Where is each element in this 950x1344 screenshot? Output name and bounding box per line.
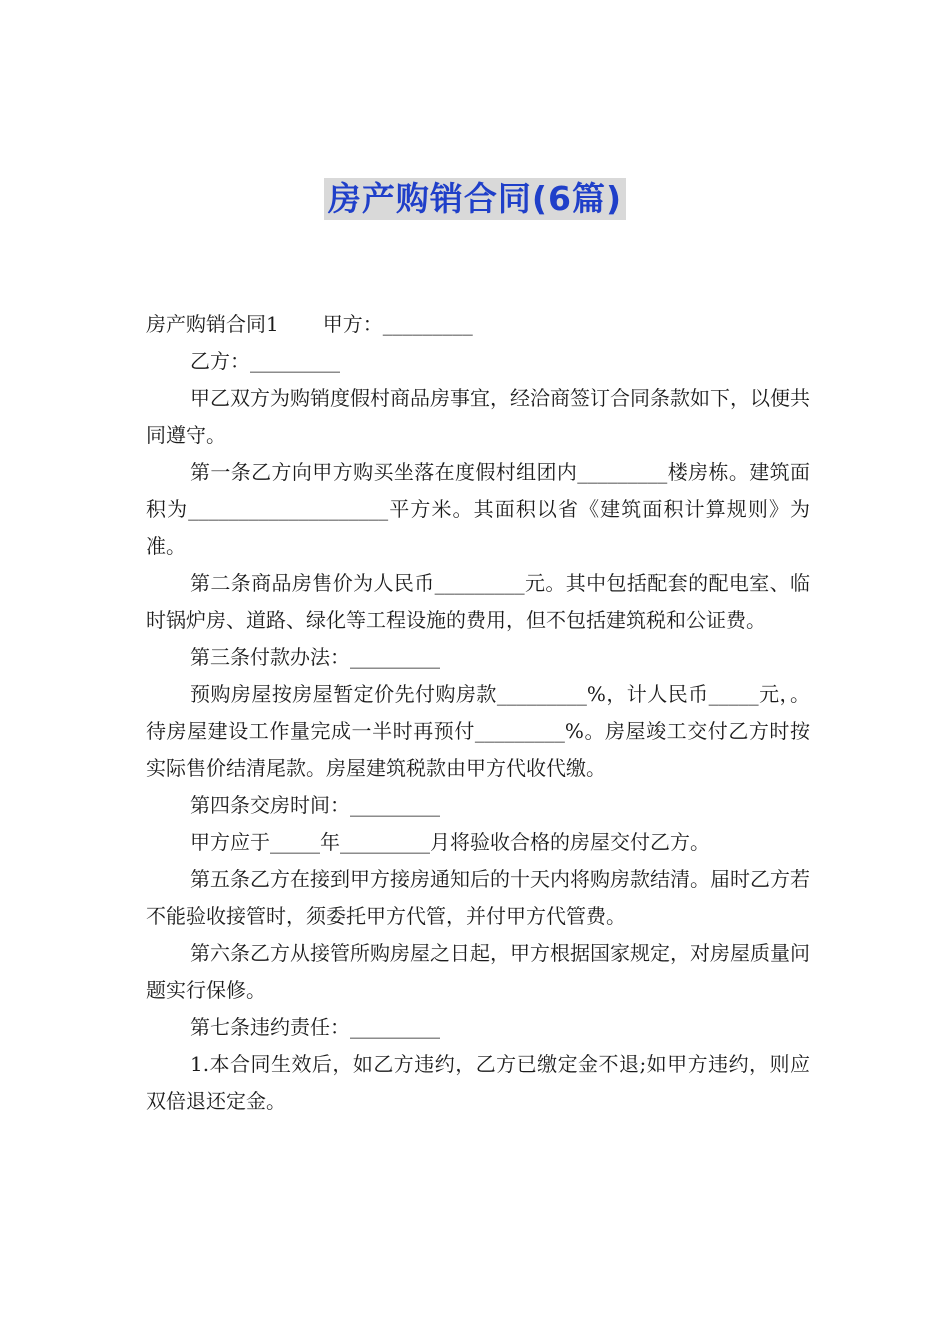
heading-gap [279, 306, 323, 343]
article-1-paragraph: 第一条乙方向甲方购买坐落在度假村组团内_________楼房栋。建筑面积为____________________平方米。其面积以省《建筑面积计算规则》为准。 [146, 460, 810, 558]
payment-paragraph: 预购房屋按房屋暂定价先付购房款_________%，计人民币_____元，。待房屋建设工作量完成一半时再预付_________%。房屋竣工交付乙方时按实际售价结清尾款。房屋建筑税款由甲方代收代缴。 [146, 682, 810, 780]
document-body [146, 306, 810, 1120]
title-container [0, 178, 950, 220]
party-b-field: 乙方：_________ [190, 349, 340, 373]
contract-heading-line [146, 306, 810, 343]
party-a-field: 甲方：_________ [322, 312, 473, 336]
article-2-paragraph: 第二条商品房售价为人民币_________元。其中包括配套的配电室、临时锅炉房、道路、绿化等工程设施的费用，但不包括建筑税和公证费。 [146, 571, 810, 632]
article-7-heading: 第七条违约责任：_________ [190, 1015, 440, 1039]
delivery-paragraph: 甲方应于_____年_________月将验收合格的房屋交付乙方。 [190, 830, 710, 854]
preamble-paragraph: 甲乙双方为购销度假村商品房事宜，经洽商签订合同条款如下，以便共同遵守。 [146, 386, 810, 447]
article-4-heading: 第四条交房时间：_________ [190, 793, 440, 817]
contract-heading-label: 房产购销合同1 [146, 312, 279, 336]
breach-clause-1: 1.本合同生效后，如乙方违约，乙方已缴定金不退;如甲方违约，则应双倍退还定金。 [146, 1052, 810, 1113]
document-title: 房产购销合同(6篇) [324, 178, 626, 220]
article-5-paragraph: 第五条乙方在接到甲方接房通知后的十天内将购房款结清。届时乙方若不能验收接管时，须委托甲方代管，并付甲方代管费。 [146, 867, 810, 928]
article-6-paragraph: 第六条乙方从接管所购房屋之日起，甲方根据国家规定，对房屋质量问题实行保修。 [146, 941, 810, 1002]
article-3-heading: 第三条付款办法：_________ [190, 645, 440, 669]
